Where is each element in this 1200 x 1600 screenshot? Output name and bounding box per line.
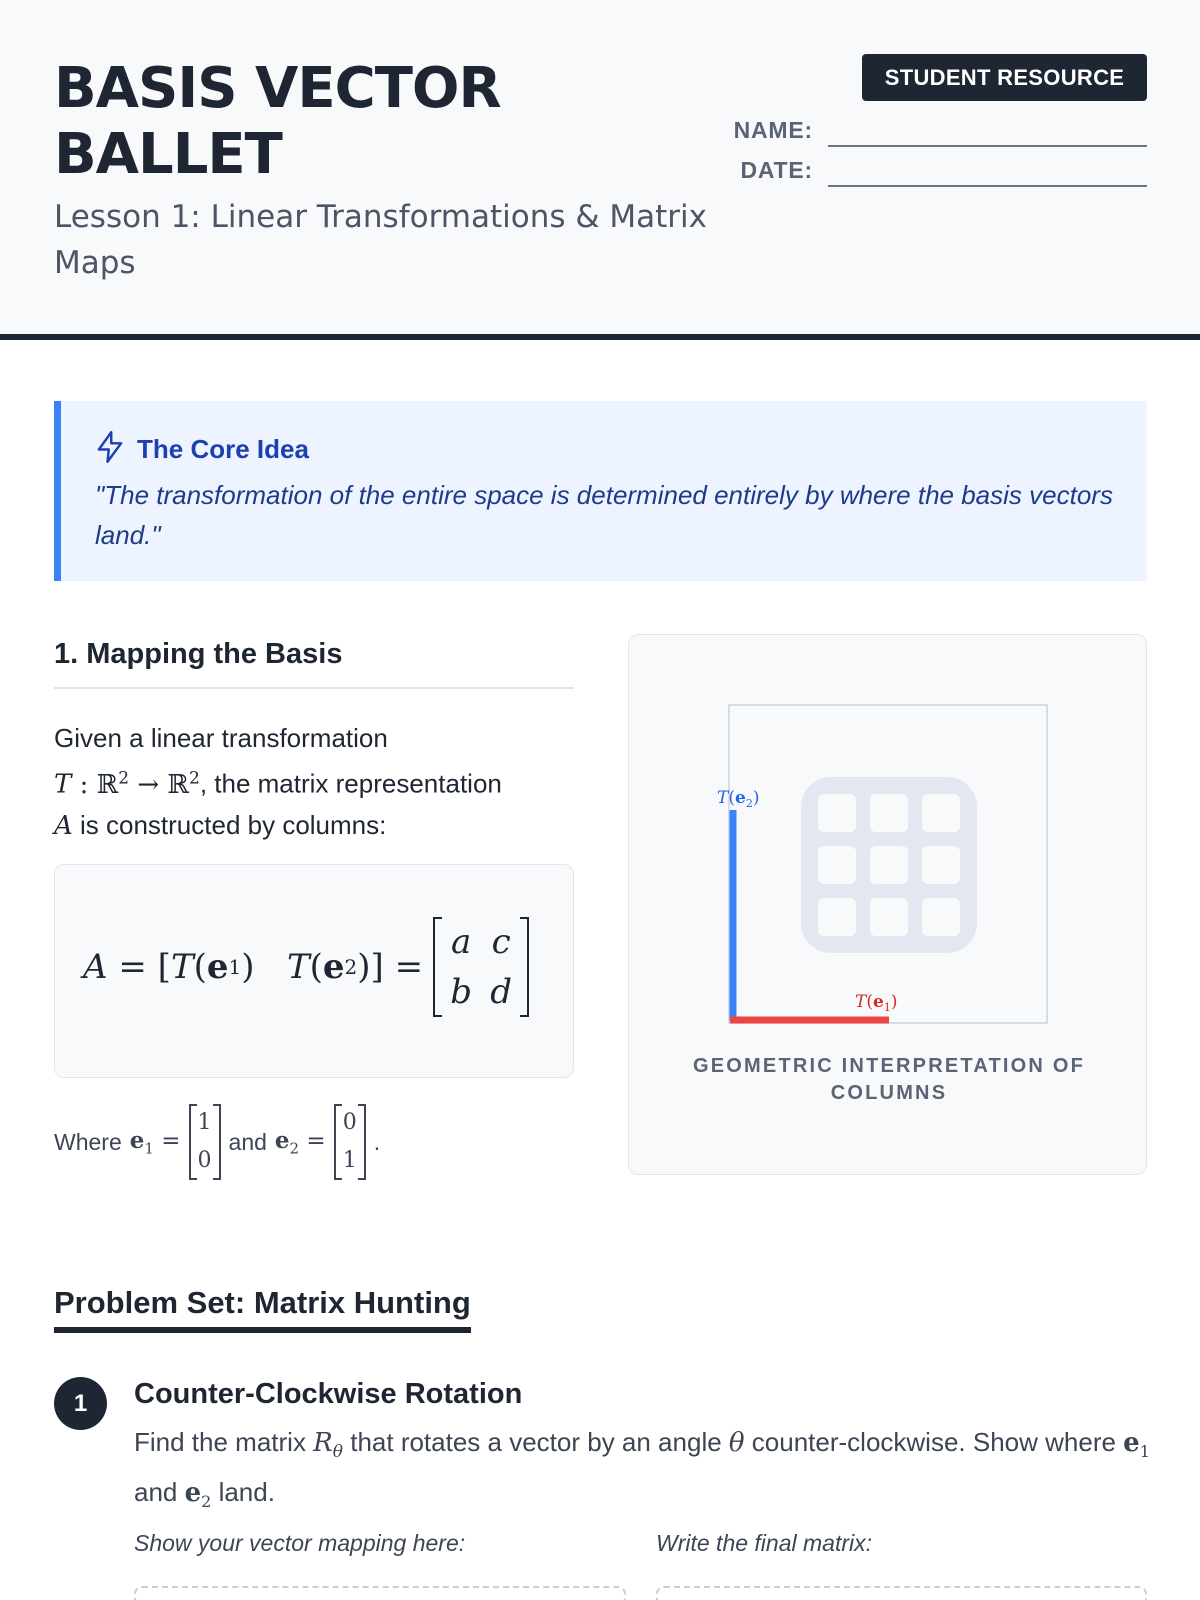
title-line-2: BALLET xyxy=(54,122,282,187)
e2-vector: 0 1 xyxy=(334,1104,366,1180)
transform-domain: : ℝ$^2$ → ℝ$^2$ xyxy=(71,768,200,800)
figure-caption: GEOMETRIC INTERPRETATION OF COLUMNS xyxy=(693,1055,1085,1104)
core-idea-header xyxy=(95,431,309,468)
problem-description: Find the matrix $R_\theta$ that rotates a vector by an angle θ counter-clockwise. Show where $e_1$ and $e_2$ land. xyxy=(134,1427,1150,1512)
student-resource-badge: STUDENT RESOURCE xyxy=(862,54,1147,101)
theta-symbol: θ xyxy=(728,1428,745,1458)
problem-text-d: and xyxy=(134,1477,185,1508)
name-label: NAME: xyxy=(733,117,813,143)
title-line-1: BASIS VECTOR xyxy=(54,56,501,121)
work-area-box[interactable] xyxy=(134,1586,626,1600)
basis-definition: Where $e_1$ = 1 0 and $e_2$ = 0 1 . xyxy=(54,1104,380,1180)
rotation-matrix-symbol: $R_\theta$ xyxy=(313,1428,343,1463)
problem-title: Counter-Clockwise Rotation xyxy=(134,1378,523,1410)
worksheet-header xyxy=(0,0,1200,340)
te2-label: $T(e_2)$ xyxy=(717,788,760,810)
date-field[interactable] xyxy=(828,185,1147,187)
where-label: Where xyxy=(54,1128,122,1155)
core-idea-quote: "The transformation of the entire space is determined entirely by where the basis vectors land." xyxy=(95,480,1113,550)
abcd-matrix: a c b d xyxy=(433,917,529,1017)
intro-text-a: Given a linear transformation xyxy=(54,723,388,753)
and-label: and xyxy=(228,1128,267,1155)
matrix-formula-box xyxy=(54,864,574,1078)
problem-text-b: that rotates a vector by an angle xyxy=(343,1427,729,1457)
answer-area-box[interactable] xyxy=(656,1586,1147,1600)
section-heading-mapping: 1. Mapping the Basis xyxy=(54,638,343,670)
transform-notation: T xyxy=(54,769,72,800)
date-label: DATE: xyxy=(740,157,813,183)
section-divider xyxy=(54,687,574,689)
name-field[interactable] xyxy=(828,145,1147,147)
problem-text-e: land. xyxy=(211,1477,275,1508)
problem-text-a: Find the matrix xyxy=(134,1427,314,1457)
intro-text-c: is constructed by columns: xyxy=(72,809,387,840)
core-idea-callout xyxy=(54,401,1147,581)
lesson-subtitle: Lesson 1: Linear Transformations & Matrix Maps xyxy=(54,199,707,281)
work-area-label: Show your vector mapping here: xyxy=(134,1530,466,1556)
geometric-figure-card xyxy=(628,634,1147,1175)
answer-area-label: Write the final matrix: xyxy=(656,1530,872,1556)
intro-text-b: , the matrix representation xyxy=(199,768,502,799)
problem-set-heading: Problem Set: Matrix Hunting xyxy=(54,1285,471,1333)
e1-vector: 1 0 xyxy=(189,1104,221,1180)
grid-icon xyxy=(801,777,977,953)
lightning-icon xyxy=(95,431,125,468)
core-idea-title: The Core Idea xyxy=(137,434,309,464)
te1-label: $T(e_1)$ xyxy=(855,992,898,1014)
matrix-formula: A = [ T ( e 1 ) T ( e 2 )] = a c b d xyxy=(83,917,529,1017)
problem-text-c: counter-clockwise. Show where xyxy=(744,1427,1124,1457)
problem-number-badge: 1 xyxy=(54,1377,107,1430)
matrix-symbol: A xyxy=(54,810,73,841)
page-title xyxy=(54,56,654,188)
intro-paragraph xyxy=(54,718,574,846)
